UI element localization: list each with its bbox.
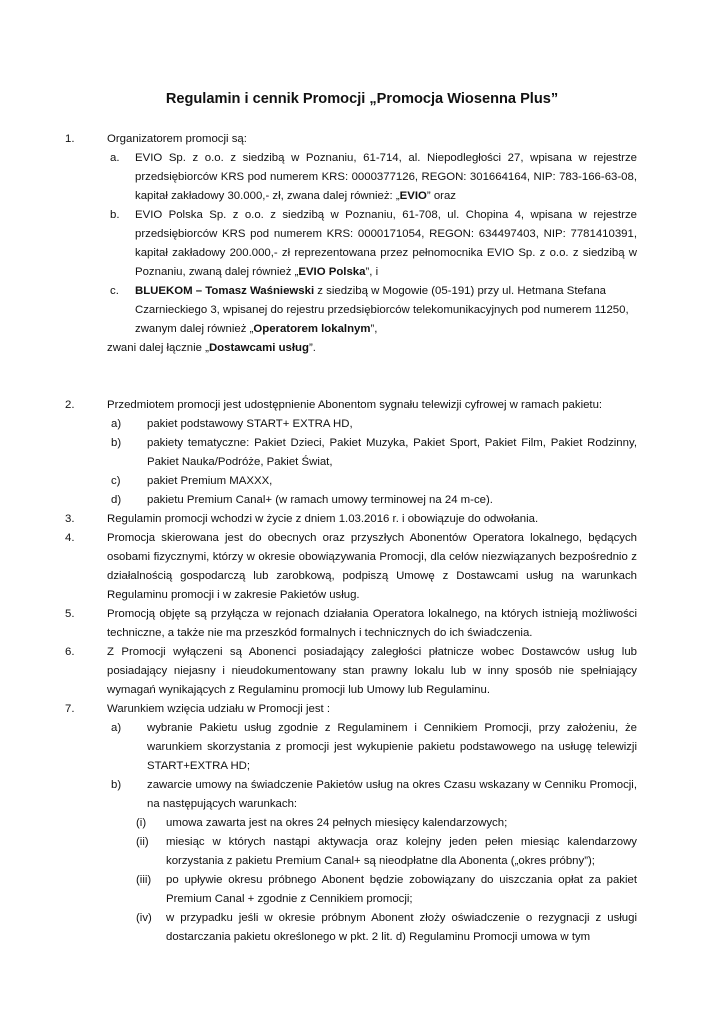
- section-7-b-item-iii: [0, 871, 724, 909]
- item-text: BLUEKOM – Tomasz Waśniewski z siedzibą w Mogowie (05-191) przy ul. Hetmana Stefana Czarnieckiego 3, wpisanej do rejestru przedsiębiorców telekomunikacyjnych pod numerem 11250, zwanym dalej również „Operatorem lokalnym”,: [135, 285, 629, 335]
- item-label: b): [111, 437, 122, 449]
- section-number: 2.: [65, 399, 75, 411]
- item-text: pakiet podstawowy START+ EXTRA HD,: [147, 418, 353, 430]
- item-text: pakiet Premium MAXXX,: [147, 475, 273, 487]
- item-text: miesiąc w których nastąpi aktywacja oraz kolejny jeden pełen miesiąc kalendarzowy korzystania z pakietu Premium Canal+ są nieodpłatne dla Abonenta („okres próbny”);: [166, 836, 637, 867]
- item-text: zawarcie umowy na świadczenie Pakietów usług na okres Czasu wskazany w Cenniku Promocji, na następujących warunkach:: [147, 779, 637, 810]
- item-text: po upływie okresu próbnego Abonent będzie zobowiązany do uiszczania opłat za pakiet Premium Canal + zgodnie z Cennikiem promocji;: [166, 874, 637, 905]
- section-1-item-b: [0, 206, 724, 282]
- section-text: Organizatorem promocji są:: [107, 133, 247, 145]
- item-label: a): [111, 722, 122, 734]
- item-label: (ii): [136, 836, 149, 848]
- item-text: EVIO Polska Sp. z o.o. z siedzibą w Poznaniu, 61-708, ul. Chopina 4, wpisana w rejestrze przedsiębiorców KRS pod numerem KRS: 0000171054, REGON: 634497403, NIP: 7781410391, kapitał zakładowy 200.000,- zł reprezentowana przez pełnomocnika EVIO Sp. z o.o. z siedzibą w Poznaniu, zwaną dalej również „EVIO Polska”, i: [135, 209, 637, 278]
- section-number: 1.: [65, 133, 75, 145]
- item-text: wybranie Pakietu usług zgodnie z Regulaminem i Cennikiem Promocji, przy założeniu, że warunkiem skorzystania z promocji jest wykupienie pakietu podstawowego na usługę telewizji START+EXTRA HD;: [147, 722, 637, 772]
- section-text: Warunkiem wzięcia udziału w Promocji jest :: [107, 703, 331, 715]
- regulations-list: [0, 130, 724, 947]
- section-number: 7.: [65, 703, 75, 715]
- item-text: pakiety tematyczne: Pakiet Dzieci, Pakiet Muzyka, Pakiet Sport, Pakiet Film, Pakiet Rodzinny, Pakiet Nauka/Podróże, Pakiet Świat,: [147, 437, 637, 468]
- section-1: [0, 130, 724, 149]
- section-2-item-a: [0, 415, 724, 434]
- section-text: Przedmiotem promocji jest udostępnienie Abonentom sygnału telewizji cyfrowej w ramach pakietu:: [107, 399, 603, 411]
- item-label: a): [111, 418, 122, 430]
- item-label: (iii): [136, 874, 152, 886]
- item-label: d): [111, 494, 122, 506]
- item-text: umowa zawarta jest na okres 24 pełnych miesięcy kalendarzowych;: [166, 817, 508, 829]
- item-label: b.: [110, 209, 120, 221]
- item-label: a.: [110, 152, 120, 164]
- section-4: [0, 529, 724, 605]
- section-7-b-item-ii: [0, 833, 724, 871]
- item-label: (iv): [136, 912, 152, 924]
- section-1-item-c: [0, 282, 724, 339]
- section-6: [0, 643, 724, 700]
- section-7-item-b: [0, 776, 724, 814]
- section-text: Regulamin promocji wchodzi w życie z dniem 1.03.2016 r. i obowiązuje do odwołania.: [107, 513, 539, 525]
- item-label: c.: [110, 285, 119, 297]
- section-number: 4.: [65, 532, 75, 544]
- section-7-b-item-i: [0, 814, 724, 833]
- section-text: Z Promocji wyłączeni są Abonenci posiadający zaległości płatnicze wobec Dostawców usług lub posiadający niejasny i nieudokumentowany stan prawny lokalu lub w inny sposób nie spełniający wymagań wynikających z Regulaminu promocji lub Umowy lub Regulaminu.: [107, 646, 637, 696]
- document-title: Regulamin i cennik Promocji „Promocja Wiosenna Plus”: [165, 91, 559, 107]
- section-2-item-c: [0, 472, 724, 491]
- section-number: 3.: [65, 513, 75, 525]
- section-7-item-a: [0, 719, 724, 776]
- item-text: w przypadku jeśli w okresie próbnym Abonent złoży oświadczenie o rezygnacji z usługi dostarczania pakietu określonego w pkt. 2 lit. d) Regulaminu Promocji umowa w tym: [166, 912, 637, 943]
- section-2: [0, 396, 724, 415]
- item-text: pakietu Premium Canal+ (w ramach umowy terminowej na 24 m-ce).: [147, 494, 493, 506]
- collective-name: zwani dalej łącznie „Dostawcami usług”.: [107, 342, 316, 354]
- section-number: 5.: [65, 608, 75, 620]
- section-text: Promocja skierowana jest do obecnych oraz przyszłych Abonentów Operatora lokalnego, będących osobami fizycznymi, którzy w okresie obowiązywania Promocji, dla celów niezwiązanych bezpośrednio z działalnością gospodarczą lub zarobkową, podpiszą Umowę z Dostawcami usług na warunkach Regulaminu promocji i w zakresie Pakietów usług.: [107, 532, 637, 601]
- section-7-b-item-iv: [0, 909, 724, 947]
- section-5: [0, 605, 724, 643]
- section-1-item-a: [0, 149, 724, 206]
- section-2-item-b: [0, 434, 724, 472]
- item-label: c): [111, 475, 121, 487]
- section-7: [0, 700, 724, 719]
- item-label: b): [111, 779, 122, 791]
- item-text: EVIO Sp. z o.o. z siedzibą w Poznaniu, 61-714, al. Niepodległości 27, wpisana w rejestrze przedsiębiorców KRS pod numerem KRS: 0000377126, REGON: 301664164, NIP: 783-166-63-08, kapitał zakładowy 30.000,- zł, zwana dalej również: „EVIO” oraz: [135, 152, 637, 202]
- section-text: Promocją objęte są przyłącza w rejonach działania Operatora lokalnego, na których istnieją możliwości techniczne, a także nie ma przeszkód formalnych i technicznych do ich świadczenia.: [107, 608, 637, 639]
- section-number: 6.: [65, 646, 75, 658]
- section-3: [0, 510, 724, 529]
- section-2-item-d: [0, 491, 724, 510]
- item-label: (i): [136, 817, 147, 829]
